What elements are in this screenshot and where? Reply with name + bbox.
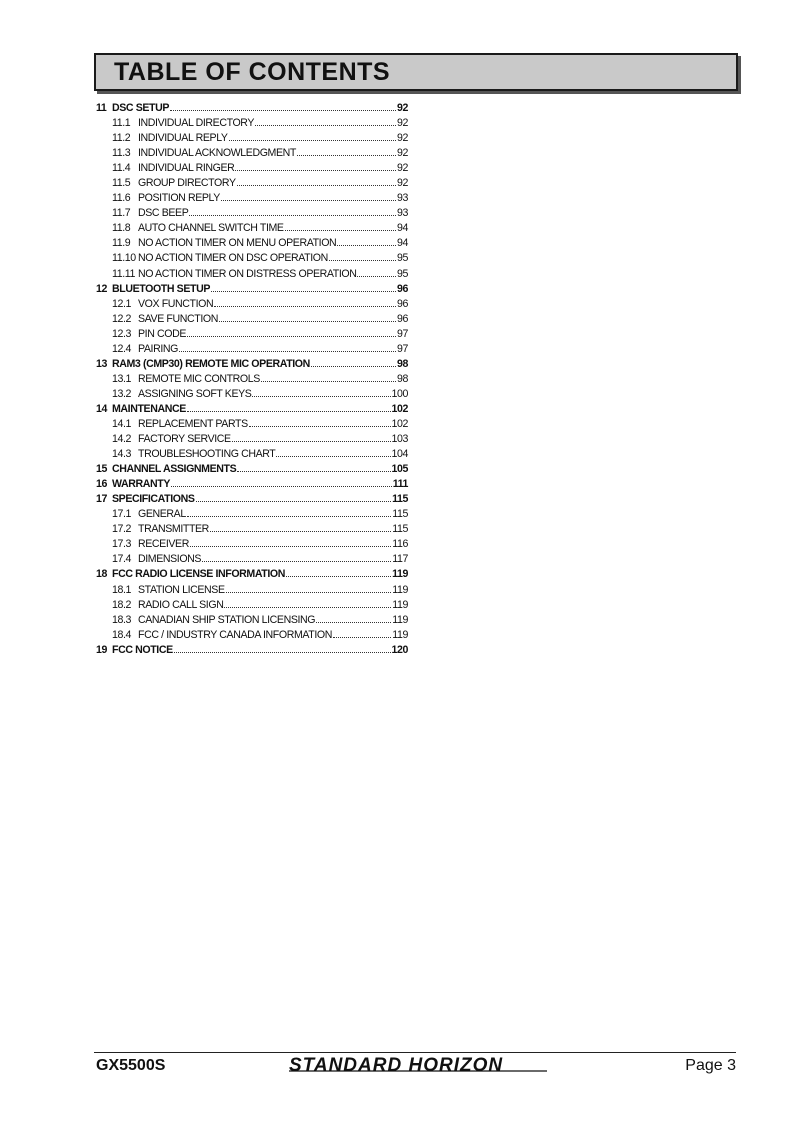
page-number: Page 3 (685, 1057, 736, 1074)
toc-section[interactable] (96, 492, 408, 507)
dot-leader (237, 470, 390, 472)
toc-title: INDIVIDUAL ACKNOWLEDGMENT (138, 147, 296, 160)
toc-subsection[interactable] (96, 251, 408, 266)
toc-number: 11.10 (112, 252, 136, 265)
toc-number: 18 (96, 568, 107, 581)
dot-leader (329, 259, 396, 261)
toc-number: 11.1 (112, 117, 131, 130)
toc-section[interactable] (96, 282, 408, 297)
toc-page-number: 92 (397, 177, 408, 190)
toc-subsection[interactable] (96, 297, 408, 312)
toc-section[interactable] (96, 477, 408, 492)
toc-page-number: 98 (397, 372, 408, 385)
toc-title: FCC RADIO LICENSE INFORMATION (112, 568, 285, 581)
brand-name: STANDARD HORIZON (289, 1055, 504, 1076)
dot-leader (211, 290, 396, 292)
toc-title: INDIVIDUAL REPLY (138, 132, 228, 145)
toc-title: TROUBLESHOOTING CHART (138, 448, 276, 461)
toc-subsection[interactable] (96, 342, 408, 357)
toc-title: NO ACTION TIMER ON DSC OPERATION (138, 252, 328, 265)
toc-number: 12.3 (112, 327, 132, 340)
toc-subsection[interactable] (96, 191, 408, 206)
footer-model: GX5500S (96, 1057, 166, 1074)
toc-page-number: 115 (392, 523, 408, 536)
toc-page-number: 119 (392, 598, 408, 611)
toc-subsection[interactable] (96, 447, 408, 462)
toc-number: 11.5 (112, 177, 131, 190)
toc-title: INDIVIDUAL DIRECTORY (138, 117, 255, 130)
toc-page-number: 92 (397, 102, 408, 114)
dot-leader (252, 395, 390, 397)
dot-leader (235, 169, 396, 171)
toc-title: CHANNEL ASSIGNMENTS (112, 463, 237, 476)
toc-number: 15 (96, 463, 107, 476)
toc-title: DIMENSIONS (138, 553, 202, 566)
toc-page-number: 94 (397, 222, 408, 235)
toc-subsection[interactable] (96, 522, 408, 537)
toc-title: NO ACTION TIMER ON MENU OPERATION (138, 237, 337, 250)
dot-leader (187, 515, 391, 517)
dot-leader (171, 485, 392, 487)
toc-page-number: 103 (391, 433, 408, 446)
dot-leader (219, 320, 396, 322)
toc-page-number: 94 (397, 237, 408, 250)
toc-page-number: 96 (397, 312, 408, 325)
toc-title: FACTORY SERVICE (138, 433, 231, 446)
toc-number: 18.4 (112, 628, 132, 641)
toc-page-number: 115 (392, 493, 408, 506)
toc-subsection[interactable] (96, 417, 408, 432)
toc-number: 12 (96, 282, 107, 295)
toc-number: 11.2 (112, 132, 131, 145)
toc-subsection[interactable] (96, 236, 408, 251)
toc-title: POSITION REPLY (138, 192, 220, 205)
page-title: TABLE OF CONTENTS (114, 58, 391, 86)
toc-page-number: 95 (397, 252, 408, 265)
dot-leader (297, 154, 396, 156)
toc-number: 17.4 (112, 553, 132, 566)
dot-leader (285, 229, 396, 231)
toc-number: 17.2 (112, 523, 132, 536)
toc-title: WARRANTY (112, 478, 171, 491)
brand-logo (289, 1055, 503, 1077)
dot-leader (261, 380, 396, 382)
toc-number: 11.7 (112, 207, 131, 220)
toc-subsection[interactable] (96, 432, 408, 447)
toc-subsection[interactable] (96, 206, 408, 221)
toc-subsection[interactable] (96, 507, 408, 522)
toc-subsection[interactable] (96, 221, 408, 236)
toc-subsection[interactable] (96, 267, 408, 282)
toc-page-number: 98 (397, 357, 408, 370)
toc-number: 13.1 (112, 372, 132, 385)
toc-number: 17.3 (112, 538, 132, 551)
toc-page-number: 115 (392, 508, 408, 521)
toc-header (94, 53, 738, 91)
dot-leader (357, 275, 396, 277)
toc-page-number: 95 (397, 267, 408, 280)
toc-title: REPLACEMENT PARTS (138, 417, 248, 430)
toc-page-number: 93 (397, 192, 408, 205)
toc-number: 18.2 (112, 598, 132, 611)
toc-number: 11.11 (112, 267, 135, 280)
toc-number: 13.2 (112, 387, 132, 400)
dot-leader (214, 305, 396, 307)
toc-number: 18.1 (112, 583, 132, 596)
toc-page-number: 119 (392, 613, 408, 626)
toc-title: SPECIFICATIONS (112, 493, 195, 506)
dot-leader (210, 530, 391, 532)
toc-title: FCC / INDUSTRY CANADA INFORMATION (138, 628, 332, 641)
toc-title: ASSIGNING SOFT KEYS (138, 387, 252, 400)
toc-page-number: 120 (391, 643, 408, 656)
toc-page-number: 97 (397, 327, 408, 340)
toc-subsection[interactable] (96, 613, 408, 628)
toc-title: MAINTENANCE (112, 402, 186, 415)
toc-title: VOX FUNCTION (138, 297, 214, 310)
toc-title: PAIRING (138, 342, 178, 355)
brand-underline-icon (289, 1069, 547, 1074)
dot-leader (174, 651, 391, 653)
dot-leader (237, 184, 396, 186)
toc-page-number: 111 (392, 478, 408, 491)
toc-title: RAM3 (CMP30) REMOTE MIC OPERATION (112, 357, 310, 370)
toc-page-number: 92 (397, 132, 408, 145)
toc-title: RADIO CALL SIGN (138, 598, 224, 611)
toc-section[interactable] (96, 567, 408, 582)
toc-section[interactable] (96, 462, 408, 477)
toc-page-number: 104 (391, 448, 408, 461)
toc-title: REMOTE MIC CONTROLS (138, 372, 260, 385)
toc-page-number: 96 (397, 297, 408, 310)
dot-leader (224, 606, 391, 608)
dot-leader (187, 335, 396, 337)
dot-leader (249, 425, 391, 427)
toc-number: 16 (96, 478, 107, 491)
toc-title: GENERAL (138, 508, 186, 521)
toc-title: SAVE FUNCTION (138, 312, 218, 325)
table-of-contents (96, 101, 408, 658)
toc-page-number: 102 (391, 402, 408, 415)
toc-subsection[interactable] (96, 146, 408, 161)
toc-number: 11 (96, 102, 107, 114)
toc-number: 12.1 (112, 297, 132, 310)
toc-number: 11.8 (112, 222, 131, 235)
dot-leader (179, 350, 396, 352)
toc-number: 19 (96, 643, 107, 656)
toc-page-number: 92 (397, 147, 408, 160)
toc-subsection[interactable] (96, 327, 408, 342)
dot-leader (286, 575, 391, 577)
toc-page-number: 102 (391, 417, 408, 430)
dot-leader (316, 621, 391, 623)
toc-number: 14.2 (112, 433, 132, 446)
toc-number: 17 (96, 493, 107, 506)
dot-leader (187, 410, 391, 412)
dot-leader (190, 545, 391, 547)
toc-page-number: 119 (392, 568, 408, 581)
footer-divider (94, 1052, 736, 1053)
dot-leader (333, 636, 391, 638)
toc-number: 11.9 (112, 237, 131, 250)
toc-page-number: 96 (397, 282, 408, 295)
toc-subsection[interactable] (96, 628, 408, 643)
toc-title: INDIVIDUAL RINGER (138, 162, 235, 175)
toc-subsection[interactable] (96, 372, 408, 387)
toc-page-number: 93 (397, 207, 408, 220)
toc-title: TRANSMITTER (138, 523, 209, 536)
toc-page-number: 97 (397, 342, 408, 355)
toc-section[interactable] (96, 643, 408, 658)
toc-subsection[interactable] (96, 176, 408, 191)
toc-title: CANADIAN SHIP STATION LICENSING (138, 613, 316, 626)
toc-title: AUTO CHANNEL SWITCH TIME (138, 222, 284, 235)
toc-title: DSC BEEP (138, 207, 189, 220)
toc-subsection[interactable] (96, 552, 408, 567)
toc-number: 13 (96, 357, 107, 370)
toc-number: 11.3 (112, 147, 131, 160)
toc-subsection[interactable] (96, 312, 408, 327)
toc-number: 11.6 (112, 192, 131, 205)
dot-leader (196, 500, 392, 502)
toc-section[interactable] (96, 402, 408, 417)
toc-title: PIN CODE (138, 327, 187, 340)
toc-page-number: 105 (391, 463, 408, 476)
toc-number: 14 (96, 402, 107, 415)
toc-page-number: 100 (391, 387, 408, 400)
dot-leader (232, 440, 391, 442)
dot-leader (337, 244, 396, 246)
toc-subsection[interactable] (96, 116, 408, 131)
toc-title: STATION LICENSE (138, 583, 225, 596)
dot-leader (255, 124, 396, 126)
toc-section[interactable] (96, 101, 408, 116)
toc-title: BLUETOOTH SETUP (112, 282, 210, 295)
toc-number: 17.1 (112, 508, 132, 521)
toc-title: DSC SETUP (112, 102, 170, 114)
dot-leader (221, 199, 396, 201)
toc-page-number: 119 (392, 628, 408, 641)
toc-page-number: 119 (392, 583, 408, 596)
toc-number: 12.2 (112, 312, 132, 325)
toc-page-number: 117 (392, 553, 408, 566)
dot-leader (311, 365, 396, 367)
toc-subsection[interactable] (96, 598, 408, 613)
toc-number: 18.3 (112, 613, 132, 626)
toc-subsection[interactable] (96, 131, 408, 146)
toc-number: 14.1 (112, 417, 132, 430)
toc-page-number: 116 (392, 538, 408, 551)
toc-title: RECEIVER (138, 538, 189, 551)
toc-page-number: 92 (397, 162, 408, 175)
dot-leader (189, 214, 396, 216)
toc-subsection[interactable] (96, 583, 408, 598)
dot-leader (276, 455, 390, 457)
dot-leader (229, 139, 396, 141)
dot-leader (226, 591, 392, 593)
dot-leader (202, 560, 391, 562)
toc-title: FCC NOTICE (112, 643, 173, 656)
toc-page-number: 92 (397, 117, 408, 130)
toc-subsection[interactable] (96, 537, 408, 552)
toc-title: GROUP DIRECTORY (138, 177, 236, 190)
toc-subsection[interactable] (96, 387, 408, 402)
toc-number: 14.3 (112, 448, 132, 461)
toc-title: NO ACTION TIMER ON DISTRESS OPERATION (138, 267, 357, 280)
dot-leader (170, 109, 396, 111)
toc-subsection[interactable] (96, 161, 408, 176)
toc-section[interactable] (96, 357, 408, 372)
toc-number: 12.4 (112, 342, 132, 355)
toc-number: 11.4 (112, 162, 131, 175)
